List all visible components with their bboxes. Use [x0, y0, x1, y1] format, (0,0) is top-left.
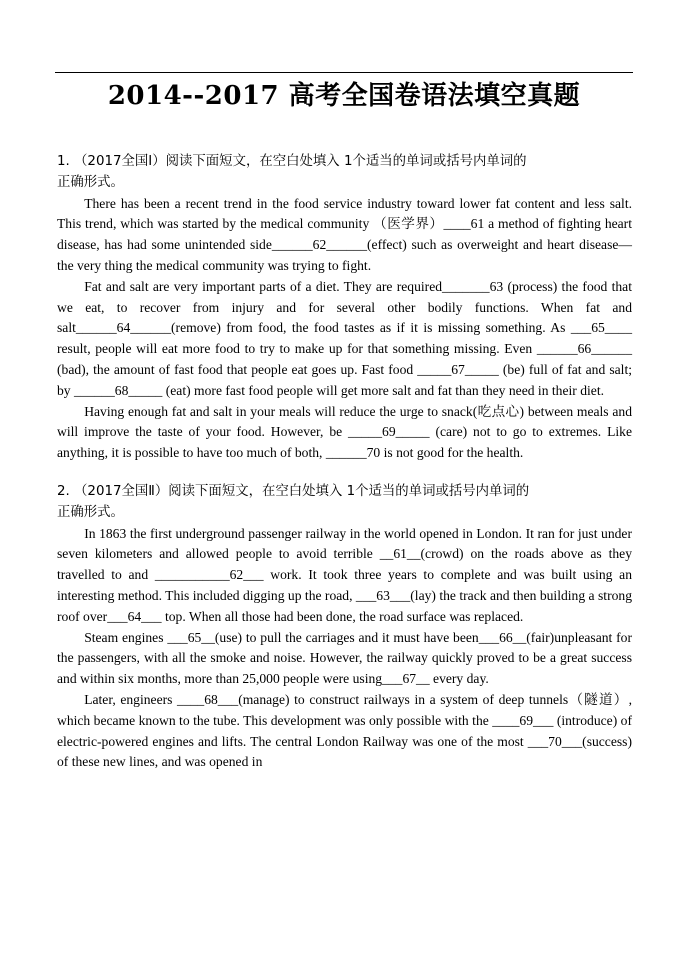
- question-2-heading: [57, 482, 632, 524]
- heading-line: 正确形式。: [57, 174, 124, 190]
- question-1-heading: [57, 152, 632, 194]
- section-gap: [57, 464, 632, 482]
- paragraph: Later, engineers ____68___(manage) to construct railways in a system of deep tunnels（隧道）, which became known to the tube. This development was only possible with the ____69___ (introduce) of electric-powered engines and lifts. The central London Railway was one of the most ___70___(success) of these new lines, and was opened in: [57, 691, 632, 770]
- page-title: 2014--2017 高考全国卷语法填空真题: [107, 81, 581, 111]
- paragraph: In 1863 the first underground passenger railway in the world opened in London. It ran for just under seven kilometers and allowed people to avoid terrible __61__(crowd) on the roads above as they travelled to and ___________62___ work. It took three years to complete and was built using an interesting method. This included digging up the road, ___63___(lay) the track and then building a strong roof over___64___ top. When all those had been done, the road surface was replaced.: [57, 525, 632, 624]
- paragraph: Having enough fat and salt in your meals will reduce the urge to snack(吃点心) between meals and will improve the taste of your food. However, be _____69_____ (care) not to go to extremes. Like anything, it is possible to have too much of both, ______70 is not good for the health.: [57, 403, 632, 461]
- document-body: [57, 152, 632, 773]
- paragraph: There has been a recent trend in the food service industry toward lower fat content and less salt. This trend, which was started by the medical community （医学界）____61 a method of fighting heart disease, has had some unintended side______62______(effect) such as overweight and heart disease—the very thing the medical community was trying to fight.: [57, 195, 632, 273]
- heading-line: 1. （2017全国Ⅰ）阅读下面短文，在空白处填入 1个适当的单词或括号内单词的: [57, 154, 527, 169]
- heading-line: 2. （2017全国Ⅱ）阅读下面短文，在空白处填入 1个适当的单词或括号内单词的: [57, 483, 530, 499]
- paragraph: Steam engines ___65__(use) to pull the carriages and it must have been___66__(fair)unpleasant for the passengers, with all the smoke and noise. However, the railway quickly proved to be a great success and within six months, more than 25,000 people were using___67__ every day.: [57, 629, 632, 687]
- paragraph: Fat and salt are very important parts of a diet. They are required_______63 (process) the food that we eat, to recover from injury and for several other bodily functions. When fat and salt______64______(remove) from food, the food tastes as if it is missing something. As ___65____ result, people will eat more food to try to make up for that something missing. Even ______66______ (bad), the amount of fast food that people eat goes up. Fast food _____67_____ (be) full of fat and salt; by ______68_____ (eat) more fast food people will get more salt and fat than they need in their diet.: [57, 278, 632, 398]
- header-rule: [55, 72, 633, 73]
- heading-line: 正确形式。: [57, 504, 124, 520]
